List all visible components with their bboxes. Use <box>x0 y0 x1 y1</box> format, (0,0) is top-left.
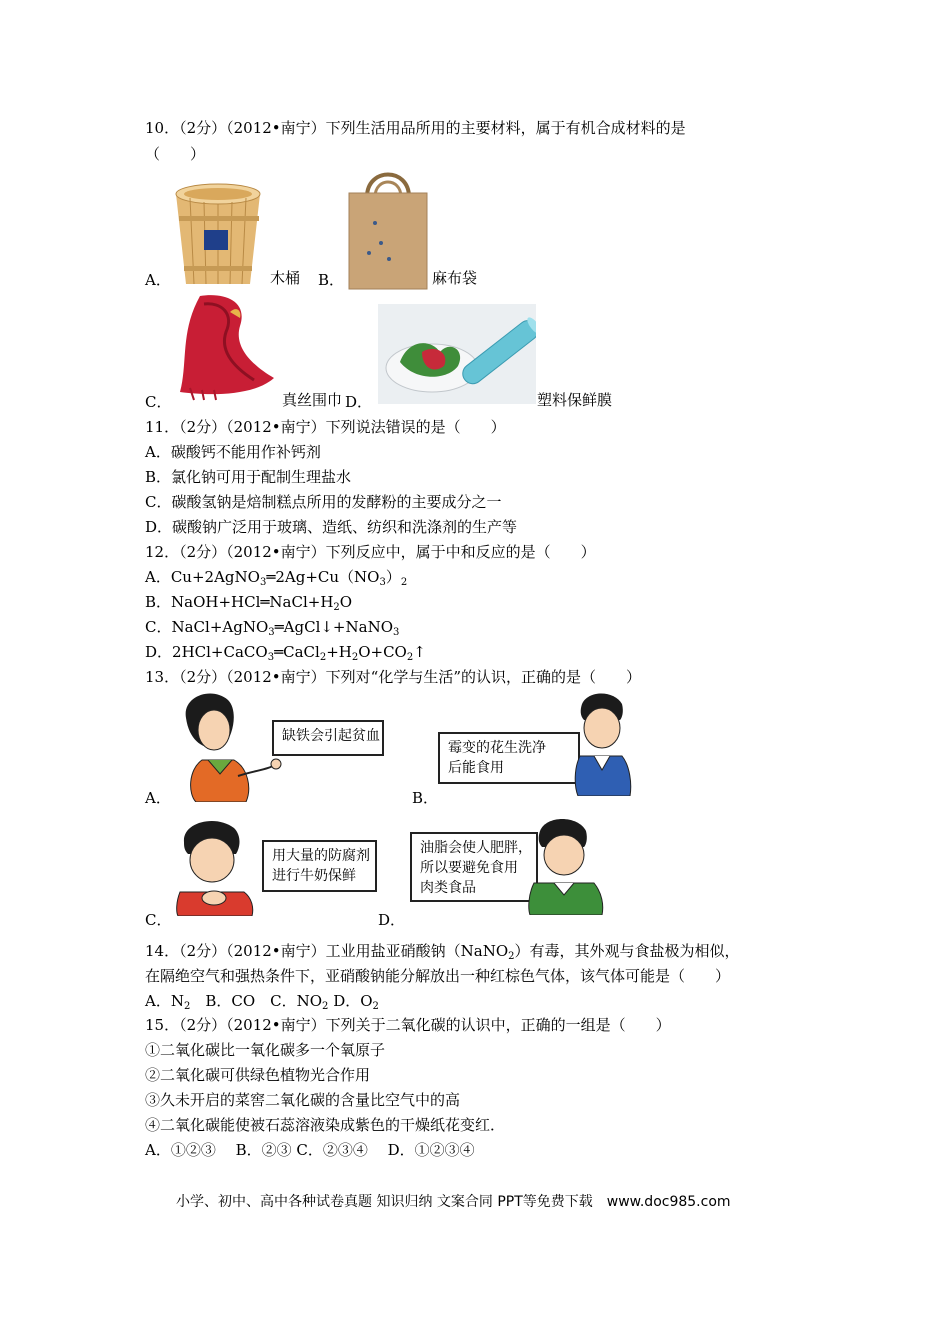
q13-d-speech-bubble: 油脂会使人肥胖， 所以要避免食用 肉类食品 <box>410 832 538 902</box>
q11-option-a: A．碳酸钙不能用作补钙剂 <box>145 443 321 461</box>
silk-scarf-image <box>170 292 280 402</box>
q12-option-c: C．NaCl+AgNO$_3$═AgCl↓+NaNO$_3$ <box>145 618 400 638</box>
q11-option-b: B．氯化钠可用于配制生理盐水 <box>145 468 352 486</box>
q10-option-c-letter: C． <box>145 393 172 411</box>
q14-line-1: 14．（2分）（2012•南宁）工业用盐亚硝酸钠（NaNO$_2$）有毒，其外观与食盐极为相似， <box>145 942 740 962</box>
q10-option-d-text: 塑料保鲜膜 <box>537 391 613 409</box>
q10-answer-paren: （ ） <box>145 145 206 163</box>
q10-stem: 10．（2分）（2012•南宁）下列生活用品所用的主要材料，属于有机合成材料的是 <box>145 119 686 137</box>
wooden-bucket-image <box>170 180 266 288</box>
q10-option-c-text: 真丝围巾 <box>282 391 343 409</box>
q13-stem: 13．（2分）（2012•南宁）下列对“化学与生活”的认识，正确的是（ ） <box>145 668 641 686</box>
q10-option-d-letter: D． <box>345 393 373 411</box>
q13-option-c-letter: C． <box>145 911 172 929</box>
q10-option-a-letter: A． <box>145 271 171 289</box>
q15-options: A．①②③ B．②③ C．②③④ D．①②③④ <box>145 1141 475 1159</box>
q14-options: A．$N_2$ B．CO C．$NO_2$ D．$O_2$ <box>145 992 379 1012</box>
plastic-wrap-image <box>378 304 536 404</box>
q11-option-c: C．碳酸氢钠是焙制糕点所用的发酵粉的主要成分之一 <box>145 493 502 511</box>
q14-line-2: 在隔绝空气和强热条件下，亚硝酸钠能分解放出一种红棕色气体，该气体可能是（ ） <box>145 967 731 985</box>
q15-stem: 15．（2分）（2012•南宁）下列关于二氧化碳的认识中，正确的一组是（ ） <box>145 1016 671 1034</box>
q10-option-b-text: 麻布袋 <box>432 269 478 287</box>
q11-stem: 11．（2分）（2012•南宁）下列说法错误的是（ ） <box>145 418 506 436</box>
q11-option-d: D．碳酸钠广泛用于玻璃、造纸、纺织和洗涤剂的生产等 <box>145 518 518 536</box>
q13-a-speech-bubble: 缺铁会引起贫血 <box>272 720 384 756</box>
q10-option-b-letter: B． <box>318 271 345 289</box>
q12-stem: 12．（2分）（2012•南宁）下列反应中，属于中和反应的是（ ） <box>145 543 596 561</box>
page-footer: 小学、初中、高中各种试卷真题 知识归纳 文案合同 PPT等免费下载 www.doc985.com <box>176 1194 731 1210</box>
q13-option-d-letter: D． <box>378 911 406 929</box>
man-green-shirt-cartoon-image <box>526 815 606 915</box>
jute-bag-image <box>345 163 431 291</box>
q15-statement-4: ④二氧化碳能使被石蕊溶液染成紫色的干燥纸花变红． <box>145 1116 506 1134</box>
man-cartoon-image <box>568 690 634 796</box>
q13-option-a-letter: A． <box>145 789 171 807</box>
q12-option-b: B．$NaOH+HCl═NaCl+H_2O$ <box>145 593 353 613</box>
girl-cartoon-image <box>172 690 282 802</box>
q12-option-a: A．$Cu+2AgNO_3═2Ag+Cu(NO_3)_2$ <box>145 568 408 588</box>
q12-option-d: D．$2HCl+CaCO_3═CaCl_2+H_2O+CO_2↑$ <box>145 643 426 663</box>
q15-statement-2: ②二氧化碳可供绿色植物光合作用 <box>145 1066 371 1084</box>
q10-option-a-text: 木桶 <box>270 269 301 287</box>
q13-option-b-letter: B． <box>412 789 439 807</box>
q13-b-speech-bubble: 霉变的花生洗净 后能食用 <box>438 732 580 784</box>
boy-cartoon-image <box>172 818 262 916</box>
q15-statement-1: ①二氧化碳比一氧化碳多一个氧原子 <box>145 1041 386 1059</box>
q13-c-speech-bubble: 用大量的防腐剂 进行牛奶保鲜 <box>262 840 377 892</box>
q15-statement-3: ③久未开启的菜窖二氧化碳的含量比空气中的高 <box>145 1091 461 1109</box>
